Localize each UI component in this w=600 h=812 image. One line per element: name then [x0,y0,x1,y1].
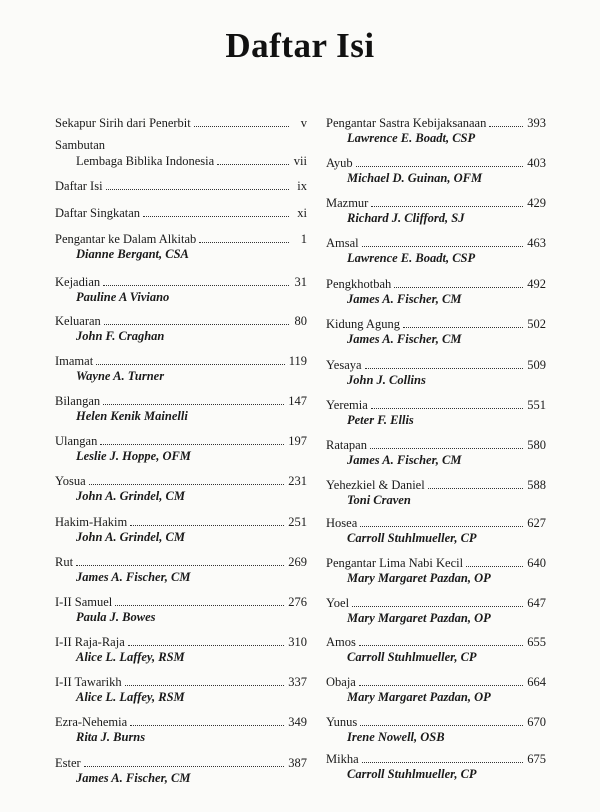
toc-entry-title: Keluaran [55,314,101,328]
toc-entry-title: Ulangan [55,434,98,448]
toc-entry-author: Carroll Stuhlmueller, CP [347,531,477,545]
page-number: 393 [527,116,546,130]
page-number: 502 [527,317,546,331]
toc-entry-yosua [55,473,307,504]
toc-entry-ulangan [55,433,307,464]
page-number: v [300,116,307,130]
toc-entry-author: Lawrence E. Boadt, CSP [347,251,476,265]
toc-entry-yoel [326,595,546,626]
page-number: 231 [288,474,307,488]
page-number: xi [297,206,307,220]
page-number: 580 [527,438,546,452]
dot-leader [130,714,284,726]
toc-entry-amsal [326,235,546,266]
toc-entry-i-ii-tawarikh [55,674,307,705]
toc-entry-imamat [55,353,307,384]
dot-leader [128,634,284,646]
toc-entry-daftar-isi [55,178,307,194]
toc-entry-author: Richard J. Clifford, SJ [347,211,465,225]
toc-entry-title: Yehezkiel & Daniel [326,478,425,492]
dot-leader [194,115,289,127]
page-number: 119 [288,354,307,368]
page-number: 31 [294,275,307,289]
dot-leader [362,235,524,247]
dot-leader [76,554,284,566]
toc-entry-yunus [326,714,546,745]
toc-entry-daftar-singkatan [55,205,307,221]
toc-entry-title: I-II Samuel [55,595,113,609]
page-title: Daftar Isi [225,26,375,65]
dot-leader [359,674,523,686]
dot-leader [356,155,524,167]
page-number: 670 [527,715,546,729]
toc-entry-author: Mary Margaret Pazdan, OP [347,690,491,704]
toc-entry-author: Rita J. Burns [76,730,146,744]
page-number: 463 [527,236,546,250]
toc-entry-title: Kejadian [55,275,101,289]
toc-entry-yeremia [326,397,546,428]
toc-entry-author: Mary Margaret Pazdan, OP [347,611,491,625]
toc-entry-yehezkiel-daniel [326,477,546,508]
toc-entry-title: Obaja [326,675,356,689]
toc-entry-author: Dianne Bergant, CSA [76,247,189,261]
toc-entry-title: Yoel [326,596,350,610]
dot-leader [394,276,523,288]
dot-leader [104,313,289,325]
dot-leader [130,514,284,526]
toc-entry-pengantar-ke-dalam-alkitab [55,231,307,262]
toc-entry-i-ii-samuel [55,594,307,625]
toc-entry-title: Rut [55,555,74,569]
toc-entry-title: Amsal [326,236,359,250]
toc-entry-ester [55,755,307,786]
dot-leader [103,393,284,405]
dot-leader [100,433,284,445]
page-number: 80 [294,314,307,328]
page-number: 588 [527,478,546,492]
page-number: 310 [288,635,307,649]
page-number: 1 [300,232,307,246]
toc-entry-author: Carroll Stuhlmueller, CP [347,767,477,781]
toc-entry-ayub [326,155,546,186]
toc-entry-kidung-agung [326,316,546,347]
toc-entry-title: Mikha [326,752,359,766]
dot-leader [125,674,285,686]
toc-entry-author: John J. Collins [347,373,426,387]
dot-leader [199,231,289,243]
dot-leader [362,751,524,763]
toc-entry-title: Ezra-Nehemia [55,715,128,729]
dot-leader [489,115,523,127]
toc-entry-i-ii-raja-raja [55,634,307,665]
dot-leader [371,195,523,207]
page-number: 664 [527,675,546,689]
page-number: 429 [527,196,546,210]
toc-entry-title: Sambutan [55,138,105,152]
dot-leader [96,353,285,365]
page-number: 655 [527,635,546,649]
toc-entry-author: Irene Nowell, OSB [347,730,445,744]
toc-entry-author: Lawrence E. Boadt, CSP [347,131,476,145]
page-number: 675 [527,752,546,766]
toc-entry-title: Bilangan [55,394,101,408]
page-number: vii [293,154,307,168]
page-number: 551 [527,398,546,412]
toc-entry-kejadian [55,274,307,305]
toc-entry-title: Yunus [326,715,358,729]
toc-entry-title: Hosea [326,516,358,530]
toc-entry-author: John A. Grindel, CM [76,530,185,544]
page-number: 337 [288,675,307,689]
toc-entry-ratapan [326,437,546,468]
toc-entry-author: Carroll Stuhlmueller, CP [347,650,477,664]
page-number: 627 [527,516,546,530]
dot-leader [217,153,289,165]
toc-entry-pengantar-lima-nabi-kecil [326,555,546,586]
toc-entry-author: Toni Craven [347,493,411,507]
toc-entry-obaja [326,674,546,705]
toc-entry-author: Helen Kenik Mainelli [76,409,188,423]
dot-leader [115,594,284,606]
toc-entry-title: I-II Tawarikh [55,675,122,689]
toc-entry-title: Ratapan [326,438,367,452]
dot-leader [370,437,523,449]
toc-entry-author: Mary Margaret Pazdan, OP [347,571,491,585]
toc-entry-rut [55,554,307,585]
page-number: 269 [288,555,307,569]
toc-entry-title: Ayub [326,156,353,170]
page-number: 647 [527,596,546,610]
toc-entry-author: Alice L. Laffey, RSM [76,690,185,704]
page-number: 349 [288,715,307,729]
dot-leader [359,634,523,646]
toc-entry-sekapur-sirih-dari-penerbit [55,115,307,131]
toc-entry-mikha [326,751,546,782]
toc-entry-title: Pengkhotbah [326,277,392,291]
toc-entry-author: James A. Fischer, CM [76,570,191,584]
toc-entry-author: Leslie J. Hoppe, OFM [76,449,191,463]
toc-entry-pengantar-sastra-kebijaksanaan [326,115,546,146]
toc-entry-sambutan [55,138,307,169]
toc-entry-amos [326,634,546,665]
dot-leader [352,595,523,607]
dot-leader [403,316,523,328]
page-number: 276 [288,595,307,609]
page-number: 403 [527,156,546,170]
toc-entry-author: Paula J. Bowes [76,610,156,624]
toc-entry-author: John A. Grindel, CM [76,489,185,503]
dot-leader [466,555,523,567]
page-number: 251 [288,515,307,529]
dot-leader [371,397,523,409]
toc-entry-author: Michael D. Guinan, OFM [347,171,483,185]
dot-leader [360,515,523,527]
page-number: 509 [527,358,546,372]
page-number: 197 [288,434,307,448]
dot-leader [89,473,285,485]
toc-entry-title: Mazmur [326,196,369,210]
toc-entry-title: Yeremia [326,398,368,412]
toc-entry-pengkhotbah [326,276,546,307]
toc-entry-mazmur [326,195,546,226]
dot-leader [106,178,289,190]
toc-entry-title: Amos [326,635,356,649]
toc-entry-author: John F. Craghan [76,329,165,343]
toc-entry-title: Yosua [55,474,86,488]
toc-entry-author: Alice L. Laffey, RSM [76,650,185,664]
page-number: 147 [288,394,307,408]
toc-entry-title: Ester [55,756,81,770]
dot-leader [428,477,524,489]
toc-entry-author: James A. Fischer, CM [347,332,462,346]
toc-entry-title: Daftar Singkatan [55,206,141,220]
dot-leader [360,714,523,726]
toc-entry-title: Pengantar Lima Nabi Kecil [326,556,464,570]
toc-entry-title: I-II Raja-Raja [55,635,125,649]
toc-entry-hosea [326,515,546,546]
dot-leader [103,274,289,286]
toc-entry-title: Sekapur Sirih dari Penerbit [55,116,191,130]
toc-entry-title: Daftar Isi [55,179,103,193]
toc-entry-hakim-hakim [55,514,307,545]
dot-leader [365,357,524,369]
toc-entry-author: James A. Fischer, CM [347,453,462,467]
page-number: 387 [288,756,307,770]
toc-entry-ezra-nehemia [55,714,307,745]
page-number: 492 [527,277,546,291]
toc-entry-author: Pauline A Viviano [76,290,170,304]
toc-entry-title: Pengantar Sastra Kebijaksanaan [326,116,487,130]
toc-entry-author: Wayne A. Turner [76,369,165,383]
toc-entry-keluaran [55,313,307,344]
toc-entry-title: Imamat [55,354,94,368]
toc-entry-title: Hakim-Hakim [55,515,128,529]
toc-entry-author: James A. Fischer, CM [76,771,191,785]
page-number: 640 [527,556,546,570]
toc-entry-bilangan [55,393,307,424]
toc-entry-author: James A. Fischer, CM [347,292,462,306]
dot-leader [143,205,289,217]
toc-entry-yesaya [326,357,546,388]
toc-entry-title: Kidung Agung [326,317,400,331]
toc-entry-title: Pengantar ke Dalam Alkitab [55,232,197,246]
toc-entry-title: Yesaya [326,358,362,372]
toc-entry-subtitle: Lembaga Biblika Indonesia [76,154,215,168]
page-number: ix [297,179,307,193]
dot-leader [84,755,285,767]
toc-entry-author: Peter F. Ellis [347,413,414,427]
